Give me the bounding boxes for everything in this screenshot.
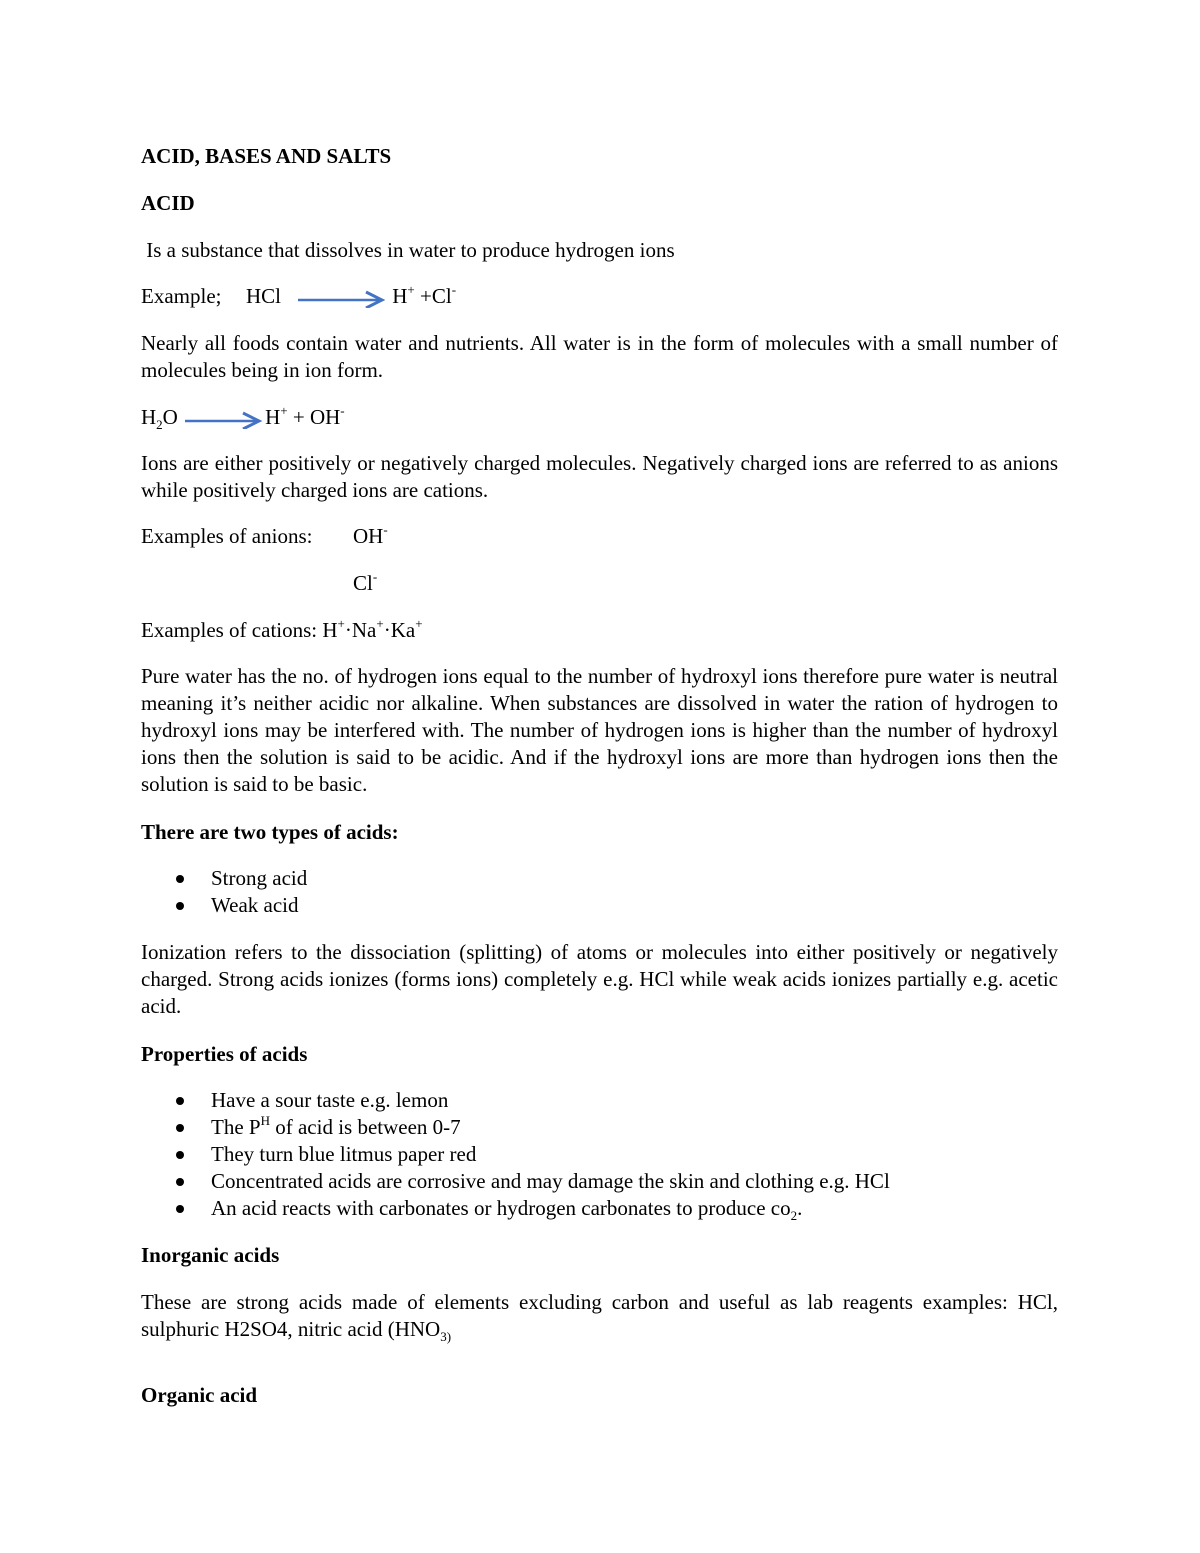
properties-list bbox=[141, 1087, 1058, 1222]
acid-heading: ACID bbox=[141, 191, 195, 215]
list-item bbox=[141, 1195, 1058, 1222]
anion-oh-charge: - bbox=[383, 522, 388, 537]
product-cl: +Cl bbox=[414, 284, 452, 308]
anions-label: Examples of anions: bbox=[141, 524, 313, 548]
anion-cl-charge: - bbox=[372, 569, 378, 584]
bullet-dot-icon bbox=[176, 1205, 184, 1213]
arrow-right-icon bbox=[183, 409, 265, 429]
co2-subscript: 2 bbox=[790, 1208, 798, 1224]
list-item-text: Strong acid bbox=[211, 866, 308, 890]
list-item bbox=[141, 1114, 1058, 1141]
water-dissociation-equation bbox=[141, 404, 1058, 431]
list-item bbox=[141, 1141, 1058, 1168]
list-item-text: . bbox=[797, 1196, 803, 1220]
bullet-dot-icon bbox=[176, 1151, 184, 1159]
example-label: Example; bbox=[141, 284, 222, 308]
list-item-text: Have a sour taste e.g. lemon bbox=[211, 1088, 449, 1112]
anions-examples bbox=[141, 523, 1058, 550]
bullet-dot-icon bbox=[176, 1124, 184, 1132]
cation-charge: + bbox=[337, 616, 345, 631]
ionization-paragraph: Ionization refers to the dissociation (splitting) of atoms or molecules into either positively or negatively charged. Strong acids ionizes (forms ions) completely e.g. HCl while weak acids ionizes partially e.g. acetic acid. bbox=[141, 940, 1058, 1018]
anion-oh: OH bbox=[353, 524, 384, 548]
inorganic-text: These are strong acids made of elements excluding carbon and useful as lab reagents examples: HCl, sulphuric H2SO4, nitric acid (HNO bbox=[141, 1290, 1058, 1341]
inorganic-heading: Inorganic acids bbox=[141, 1243, 280, 1267]
cation-h: H bbox=[322, 618, 338, 642]
hno3-subscript: 3) bbox=[440, 1329, 452, 1345]
cation-charge: + bbox=[376, 616, 384, 631]
ions-paragraph: Ions are either positively or negatively charged molecules. Negatively charged ions are referred to as anions while positively charged ions are cations. bbox=[141, 451, 1058, 502]
list-item bbox=[141, 1168, 1058, 1195]
anion-cl-line bbox=[353, 570, 553, 597]
cation-na: Na bbox=[351, 618, 377, 642]
list-item-text: Weak acid bbox=[211, 893, 299, 917]
water-o: O bbox=[162, 405, 178, 429]
bullet-dot-icon bbox=[176, 1097, 184, 1105]
cations-examples bbox=[141, 617, 1058, 644]
cation-separator: · bbox=[383, 618, 391, 642]
acid-types-list bbox=[141, 865, 1058, 919]
bullet-dot-icon bbox=[176, 875, 184, 883]
inorganic-paragraph bbox=[141, 1289, 1058, 1343]
arrow-right-icon bbox=[296, 288, 388, 308]
anion-cl: Cl bbox=[353, 571, 373, 595]
list-item-text: of acid is between 0-7 bbox=[269, 1115, 461, 1139]
cation-separator: · bbox=[344, 618, 352, 642]
water-paragraph: Nearly all foods contain water and nutrients. All water is in the form of molecules with a small number of molecules being in ion form. bbox=[141, 331, 1058, 382]
water-h: H bbox=[141, 405, 157, 429]
reactant-hcl: HCl bbox=[245, 284, 281, 308]
organic-heading: Organic acid bbox=[141, 1383, 258, 1407]
cation-ka: Ka bbox=[390, 618, 416, 642]
bullet-dot-icon bbox=[176, 1178, 184, 1186]
water-h-charge: + bbox=[280, 403, 288, 418]
h-charge: + bbox=[407, 282, 415, 297]
types-heading: There are two types of acids: bbox=[141, 820, 399, 844]
cl-charge: - bbox=[451, 282, 457, 297]
water-product-h: H bbox=[265, 405, 281, 429]
pure-water-paragraph: Pure water has the no. of hydrogen ions equal to the number of hydroxyl ions therefore pure water is neutral meaning it’s neither acidic nor alkaline. When substances are dissolved in water the ration of hydrogen to hydroxyl ions may be interfered with. The number of hydrogen ions is higher than the number of hydroxyl ions then the solution is said to be acidic. And if the hydroxyl ions are more than hydrogen ions then the solution is said to be basic. bbox=[141, 664, 1058, 796]
oh-charge: - bbox=[340, 403, 345, 418]
water-subscript: 2 bbox=[156, 417, 163, 433]
list-item bbox=[141, 865, 1058, 892]
product-h: H bbox=[392, 284, 408, 308]
document-title: ACID, BASES AND SALTS bbox=[141, 144, 392, 168]
bullet-dot-icon bbox=[176, 902, 184, 910]
list-item bbox=[141, 1087, 1058, 1114]
list-item-text: They turn blue litmus paper red bbox=[211, 1142, 477, 1166]
cation-charge: + bbox=[415, 616, 423, 631]
list-item bbox=[141, 892, 1058, 919]
properties-heading: Properties of acids bbox=[141, 1042, 308, 1066]
cations-label: Examples of cations: bbox=[141, 618, 323, 642]
water-product-oh: + OH bbox=[287, 405, 341, 429]
list-item-text: The P bbox=[211, 1115, 261, 1139]
list-item-text: Concentrated acids are corrosive and may damage the skin and clothing e.g. HCl bbox=[211, 1169, 890, 1193]
list-item-text: An acid reacts with carbonates or hydrogen carbonates to produce co bbox=[211, 1196, 791, 1220]
ph-superscript: H bbox=[260, 1113, 270, 1128]
example-hcl-equation bbox=[141, 283, 1058, 310]
acid-definition: Is a substance that dissolves in water to produce hydrogen ions bbox=[141, 238, 675, 262]
